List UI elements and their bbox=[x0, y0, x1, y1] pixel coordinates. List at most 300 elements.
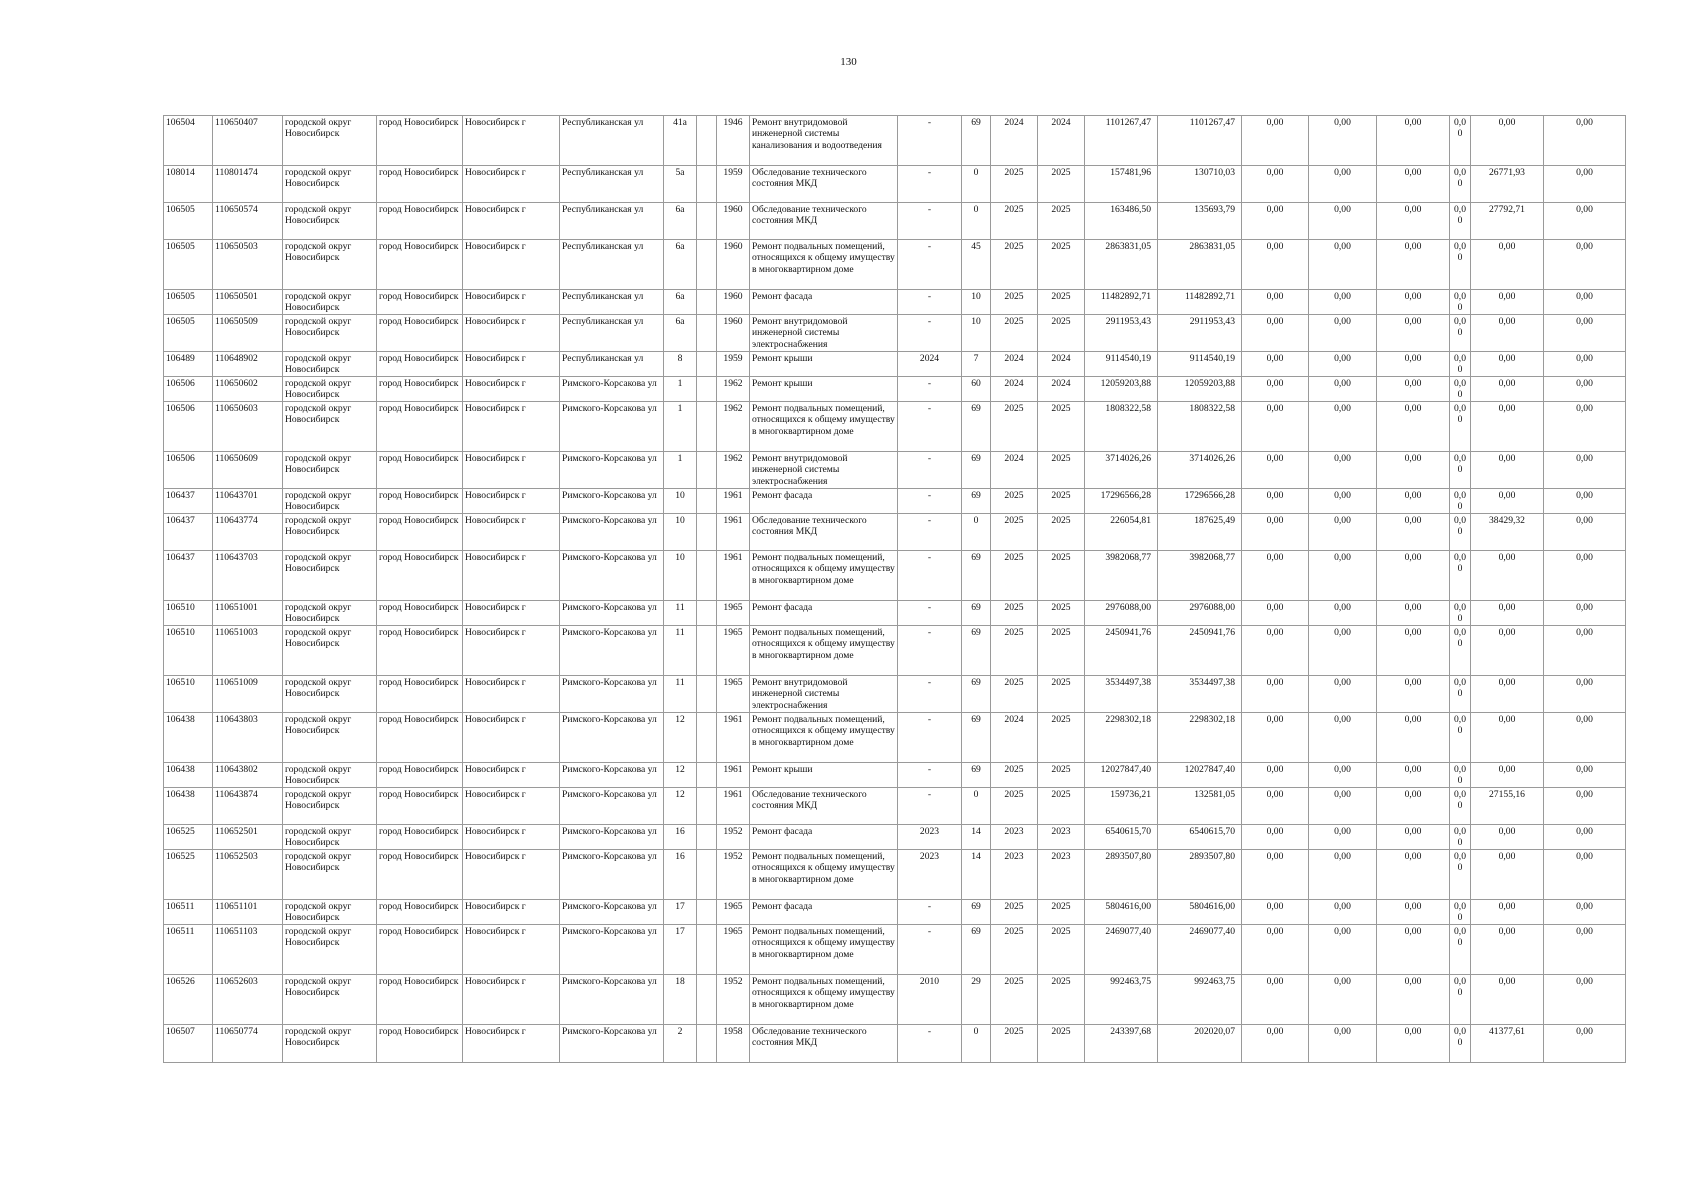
table-row bbox=[164, 900, 1626, 925]
cell-work-type: Ремонт фасада bbox=[750, 825, 898, 850]
cell-prev-repair-year: - bbox=[898, 1025, 962, 1063]
cell-house-number: 5а bbox=[664, 166, 697, 203]
cell-plan-year-end: 2025 bbox=[1038, 203, 1085, 240]
cell-year-built: 1960 bbox=[717, 290, 750, 315]
cell-fund-cost: 2911953,43 bbox=[1158, 315, 1242, 352]
cell-owner-funds: 0,00 bbox=[1471, 290, 1544, 315]
cell-prev-repair-year: - bbox=[898, 900, 962, 925]
cell-work-id: 110650501 bbox=[213, 290, 283, 315]
cell-locality: Новосибирск г bbox=[463, 825, 560, 850]
cell-reg-id: 108014 bbox=[164, 166, 213, 203]
cell-year-built: 1960 bbox=[717, 203, 750, 240]
cell-street: Римского-Корсакова ул bbox=[560, 676, 664, 713]
cell-other-funds: 0,00 bbox=[1450, 825, 1471, 850]
cell-other-funds: 0,00 bbox=[1450, 900, 1471, 925]
cell-prev-repair-year: - bbox=[898, 489, 962, 514]
cell-year-built: 1959 bbox=[717, 166, 750, 203]
cell-total-cost: 163486,50 bbox=[1085, 203, 1158, 240]
cell-total-cost: 3534497,38 bbox=[1085, 676, 1158, 713]
cell-building bbox=[697, 626, 717, 676]
cell-year-built: 1965 bbox=[717, 925, 750, 975]
table-row bbox=[164, 315, 1626, 352]
cell-plan-year-end: 2025 bbox=[1038, 975, 1085, 1025]
cell-plan-year-end: 2023 bbox=[1038, 850, 1085, 900]
cell-total-cost: 992463,75 bbox=[1085, 975, 1158, 1025]
cell-local-funds: 0,00 bbox=[1377, 203, 1450, 240]
cell-plan-year-start: 2025 bbox=[991, 975, 1038, 1025]
cell-work-type: Ремонт подвальных помещений, относящихся к общему имуществу в многоквартирном доме bbox=[750, 925, 898, 975]
table-row bbox=[164, 626, 1626, 676]
cell-other-funds: 0,00 bbox=[1450, 551, 1471, 601]
cell-building bbox=[697, 452, 717, 489]
cell-settlement: город Новосибирск bbox=[377, 315, 463, 352]
cell-fund-cost: 12059203,88 bbox=[1158, 377, 1242, 402]
cell-settlement: город Новосибирск bbox=[377, 601, 463, 626]
cell-street: Республиканская ул bbox=[560, 315, 664, 352]
cell-federal-funds: 0,00 bbox=[1242, 626, 1309, 676]
cell-work-id: 110643803 bbox=[213, 713, 283, 763]
cell-municipal-district: городской округ Новосибирск bbox=[283, 290, 377, 315]
cell-wear-percent: 69 bbox=[962, 626, 991, 676]
cell-regional-funds: 0,00 bbox=[1309, 290, 1377, 315]
cell-settlement: город Новосибирск bbox=[377, 514, 463, 551]
cell-other-funds: 0,00 bbox=[1450, 290, 1471, 315]
cell-plan-year-start: 2025 bbox=[991, 676, 1038, 713]
cell-work-id: 110643802 bbox=[213, 763, 283, 788]
cell-wear-percent: 0 bbox=[962, 788, 991, 825]
cell-municipal-district: городской округ Новосибирск bbox=[283, 514, 377, 551]
cell-wear-percent: 0 bbox=[962, 203, 991, 240]
cell-municipal-district: городской округ Новосибирск bbox=[283, 377, 377, 402]
cell-owner-funds: 0,00 bbox=[1471, 601, 1544, 626]
cell-owner-funds: 0,00 bbox=[1471, 676, 1544, 713]
cell-federal-funds: 0,00 bbox=[1242, 315, 1309, 352]
table-row bbox=[164, 763, 1626, 788]
cell-work-type: Ремонт внутридомовой инженерной системы электроснабжения bbox=[750, 452, 898, 489]
page-number: 130 bbox=[840, 56, 857, 68]
cell-reserve-funds: 0,00 bbox=[1544, 489, 1626, 514]
cell-regional-funds: 0,00 bbox=[1309, 240, 1377, 290]
cell-reg-id: 106511 bbox=[164, 900, 213, 925]
cell-other-funds: 0,00 bbox=[1450, 166, 1471, 203]
cell-local-funds: 0,00 bbox=[1377, 377, 1450, 402]
cell-wear-percent: 69 bbox=[962, 551, 991, 601]
cell-work-id: 110652603 bbox=[213, 975, 283, 1025]
cell-year-built: 1952 bbox=[717, 850, 750, 900]
cell-work-type: Ремонт подвальных помещений, относящихся к общему имуществу в многоквартирном доме bbox=[750, 240, 898, 290]
cell-house-number: 11 bbox=[664, 601, 697, 626]
cell-other-funds: 0,00 bbox=[1450, 377, 1471, 402]
cell-plan-year-end: 2025 bbox=[1038, 315, 1085, 352]
cell-street: Римского-Корсакова ул bbox=[560, 601, 664, 626]
cell-reserve-funds: 0,00 bbox=[1544, 452, 1626, 489]
cell-plan-year-end: 2025 bbox=[1038, 788, 1085, 825]
cell-locality: Новосибирск г bbox=[463, 788, 560, 825]
cell-prev-repair-year: - bbox=[898, 402, 962, 452]
cell-local-funds: 0,00 bbox=[1377, 850, 1450, 900]
cell-municipal-district: городской округ Новосибирск bbox=[283, 166, 377, 203]
cell-regional-funds: 0,00 bbox=[1309, 315, 1377, 352]
table-row bbox=[164, 825, 1626, 850]
cell-regional-funds: 0,00 bbox=[1309, 788, 1377, 825]
cell-building bbox=[697, 925, 717, 975]
cell-reg-id: 106505 bbox=[164, 203, 213, 240]
cell-year-built: 1952 bbox=[717, 825, 750, 850]
cell-reserve-funds: 0,00 bbox=[1544, 116, 1626, 166]
cell-local-funds: 0,00 bbox=[1377, 713, 1450, 763]
cell-building bbox=[697, 352, 717, 377]
cell-work-id: 110650602 bbox=[213, 377, 283, 402]
cell-reg-id: 106526 bbox=[164, 975, 213, 1025]
cell-wear-percent: 14 bbox=[962, 825, 991, 850]
cell-plan-year-start: 2023 bbox=[991, 825, 1038, 850]
cell-work-id: 110650774 bbox=[213, 1025, 283, 1063]
cell-other-funds: 0,00 bbox=[1450, 713, 1471, 763]
cell-work-type: Ремонт подвальных помещений, относящихся к общему имуществу в многоквартирном доме bbox=[750, 551, 898, 601]
cell-building bbox=[697, 825, 717, 850]
cell-prev-repair-year: - bbox=[898, 452, 962, 489]
cell-wear-percent: 29 bbox=[962, 975, 991, 1025]
cell-plan-year-end: 2025 bbox=[1038, 713, 1085, 763]
cell-work-type: Ремонт крыши bbox=[750, 352, 898, 377]
cell-plan-year-end: 2025 bbox=[1038, 452, 1085, 489]
cell-street: Республиканская ул bbox=[560, 203, 664, 240]
cell-federal-funds: 0,00 bbox=[1242, 166, 1309, 203]
cell-settlement: город Новосибирск bbox=[377, 1025, 463, 1063]
cell-plan-year-start: 2025 bbox=[991, 601, 1038, 626]
cell-building bbox=[697, 713, 717, 763]
table-row bbox=[164, 601, 1626, 626]
cell-prev-repair-year: - bbox=[898, 315, 962, 352]
cell-owner-funds: 0,00 bbox=[1471, 551, 1544, 601]
cell-plan-year-start: 2025 bbox=[991, 402, 1038, 452]
cell-plan-year-start: 2024 bbox=[991, 352, 1038, 377]
cell-building bbox=[697, 676, 717, 713]
cell-total-cost: 226054,81 bbox=[1085, 514, 1158, 551]
cell-work-type: Ремонт фасада bbox=[750, 601, 898, 626]
cell-house-number: 6а bbox=[664, 203, 697, 240]
cell-plan-year-start: 2025 bbox=[991, 900, 1038, 925]
cell-locality: Новосибирск г bbox=[463, 116, 560, 166]
cell-locality: Новосибирск г bbox=[463, 601, 560, 626]
cell-reg-id: 106510 bbox=[164, 626, 213, 676]
cell-regional-funds: 0,00 bbox=[1309, 116, 1377, 166]
cell-regional-funds: 0,00 bbox=[1309, 352, 1377, 377]
cell-fund-cost: 2893507,80 bbox=[1158, 850, 1242, 900]
cell-municipal-district: городской округ Новосибирск bbox=[283, 489, 377, 514]
cell-plan-year-start: 2024 bbox=[991, 713, 1038, 763]
cell-other-funds: 0,00 bbox=[1450, 925, 1471, 975]
cell-house-number: 8 bbox=[664, 352, 697, 377]
cell-owner-funds: 41377,61 bbox=[1471, 1025, 1544, 1063]
cell-reserve-funds: 0,00 bbox=[1544, 377, 1626, 402]
cell-locality: Новосибирск г bbox=[463, 850, 560, 900]
cell-plan-year-start: 2024 bbox=[991, 116, 1038, 166]
cell-reserve-funds: 0,00 bbox=[1544, 676, 1626, 713]
cell-prev-repair-year: - bbox=[898, 626, 962, 676]
cell-settlement: город Новосибирск bbox=[377, 900, 463, 925]
cell-building bbox=[697, 514, 717, 551]
cell-other-funds: 0,00 bbox=[1450, 514, 1471, 551]
cell-year-built: 1961 bbox=[717, 551, 750, 601]
cell-total-cost: 2911953,43 bbox=[1085, 315, 1158, 352]
cell-total-cost: 12059203,88 bbox=[1085, 377, 1158, 402]
cell-wear-percent: 14 bbox=[962, 850, 991, 900]
cell-prev-repair-year: 2024 bbox=[898, 352, 962, 377]
cell-prev-repair-year: 2023 bbox=[898, 850, 962, 900]
cell-plan-year-start: 2025 bbox=[991, 1025, 1038, 1063]
cell-house-number: 16 bbox=[664, 850, 697, 900]
cell-prev-repair-year: 2010 bbox=[898, 975, 962, 1025]
cell-settlement: город Новосибирск bbox=[377, 825, 463, 850]
table-row bbox=[164, 203, 1626, 240]
cell-plan-year-end: 2024 bbox=[1038, 352, 1085, 377]
cell-settlement: город Новосибирск bbox=[377, 352, 463, 377]
cell-year-built: 1961 bbox=[717, 489, 750, 514]
cell-work-id: 110643703 bbox=[213, 551, 283, 601]
cell-total-cost: 2450941,76 bbox=[1085, 626, 1158, 676]
cell-plan-year-start: 2025 bbox=[991, 626, 1038, 676]
cell-fund-cost: 2469077,40 bbox=[1158, 925, 1242, 975]
cell-federal-funds: 0,00 bbox=[1242, 352, 1309, 377]
cell-wear-percent: 0 bbox=[962, 1025, 991, 1063]
cell-total-cost: 2976088,00 bbox=[1085, 601, 1158, 626]
cell-settlement: город Новосибирск bbox=[377, 402, 463, 452]
cell-owner-funds: 0,00 bbox=[1471, 825, 1544, 850]
cell-house-number: 1 bbox=[664, 452, 697, 489]
cell-work-type: Обследование технического состояния МКД bbox=[750, 203, 898, 240]
cell-wear-percent: 10 bbox=[962, 290, 991, 315]
cell-house-number: 12 bbox=[664, 713, 697, 763]
cell-street: Римского-Корсакова ул bbox=[560, 900, 664, 925]
cell-regional-funds: 0,00 bbox=[1309, 925, 1377, 975]
cell-street: Римского-Корсакова ул bbox=[560, 377, 664, 402]
cell-work-type: Ремонт фасада bbox=[750, 900, 898, 925]
cell-local-funds: 0,00 bbox=[1377, 352, 1450, 377]
cell-plan-year-end: 2025 bbox=[1038, 601, 1085, 626]
cell-prev-repair-year: - bbox=[898, 240, 962, 290]
cell-street: Римского-Корсакова ул bbox=[560, 489, 664, 514]
cell-owner-funds: 0,00 bbox=[1471, 626, 1544, 676]
cell-plan-year-end: 2025 bbox=[1038, 925, 1085, 975]
cell-reserve-funds: 0,00 bbox=[1544, 514, 1626, 551]
cell-year-built: 1961 bbox=[717, 788, 750, 825]
cell-reserve-funds: 0,00 bbox=[1544, 203, 1626, 240]
cell-work-type: Ремонт подвальных помещений, относящихся к общему имуществу в многоквартирном доме bbox=[750, 975, 898, 1025]
cell-regional-funds: 0,00 bbox=[1309, 713, 1377, 763]
cell-total-cost: 157481,96 bbox=[1085, 166, 1158, 203]
cell-year-built: 1962 bbox=[717, 402, 750, 452]
cell-prev-repair-year: - bbox=[898, 203, 962, 240]
cell-plan-year-end: 2025 bbox=[1038, 1025, 1085, 1063]
cell-reserve-funds: 0,00 bbox=[1544, 352, 1626, 377]
cell-other-funds: 0,00 bbox=[1450, 763, 1471, 788]
cell-wear-percent: 69 bbox=[962, 676, 991, 713]
cell-settlement: город Новосибирск bbox=[377, 116, 463, 166]
cell-plan-year-end: 2024 bbox=[1038, 116, 1085, 166]
cell-work-id: 110650574 bbox=[213, 203, 283, 240]
cell-settlement: город Новосибирск bbox=[377, 240, 463, 290]
cell-federal-funds: 0,00 bbox=[1242, 975, 1309, 1025]
cell-prev-repair-year: - bbox=[898, 713, 962, 763]
cell-other-funds: 0,00 bbox=[1450, 626, 1471, 676]
cell-house-number: 6а bbox=[664, 240, 697, 290]
cell-federal-funds: 0,00 bbox=[1242, 825, 1309, 850]
cell-building bbox=[697, 203, 717, 240]
cell-local-funds: 0,00 bbox=[1377, 116, 1450, 166]
cell-owner-funds: 0,00 bbox=[1471, 850, 1544, 900]
cell-municipal-district: городской округ Новосибирск bbox=[283, 676, 377, 713]
cell-reserve-funds: 0,00 bbox=[1544, 290, 1626, 315]
cell-work-id: 110643701 bbox=[213, 489, 283, 514]
table-row bbox=[164, 975, 1626, 1025]
cell-other-funds: 0,00 bbox=[1450, 489, 1471, 514]
cell-prev-repair-year: - bbox=[898, 377, 962, 402]
table-row bbox=[164, 850, 1626, 900]
cell-reserve-funds: 0,00 bbox=[1544, 551, 1626, 601]
cell-settlement: город Новосибирск bbox=[377, 166, 463, 203]
cell-locality: Новосибирск г bbox=[463, 925, 560, 975]
cell-reg-id: 106437 bbox=[164, 551, 213, 601]
cell-year-built: 1965 bbox=[717, 676, 750, 713]
cell-year-built: 1961 bbox=[717, 763, 750, 788]
cell-other-funds: 0,00 bbox=[1450, 1025, 1471, 1063]
cell-total-cost: 2469077,40 bbox=[1085, 925, 1158, 975]
cell-reserve-funds: 0,00 bbox=[1544, 713, 1626, 763]
cell-owner-funds: 0,00 bbox=[1471, 402, 1544, 452]
cell-municipal-district: городской округ Новосибирск bbox=[283, 551, 377, 601]
cell-wear-percent: 69 bbox=[962, 452, 991, 489]
cell-prev-repair-year: 2023 bbox=[898, 825, 962, 850]
cell-locality: Новосибирск г bbox=[463, 900, 560, 925]
cell-local-funds: 0,00 bbox=[1377, 315, 1450, 352]
cell-work-id: 110650407 bbox=[213, 116, 283, 166]
cell-work-id: 110652501 bbox=[213, 825, 283, 850]
cell-settlement: город Новосибирск bbox=[377, 925, 463, 975]
cell-house-number: 11 bbox=[664, 676, 697, 713]
cell-house-number: 10 bbox=[664, 551, 697, 601]
cell-building bbox=[697, 116, 717, 166]
cell-house-number: 2 bbox=[664, 1025, 697, 1063]
cell-wear-percent: 0 bbox=[962, 514, 991, 551]
cell-house-number: 17 bbox=[664, 925, 697, 975]
cell-reserve-funds: 0,00 bbox=[1544, 315, 1626, 352]
cell-building bbox=[697, 166, 717, 203]
cell-wear-percent: 69 bbox=[962, 116, 991, 166]
cell-federal-funds: 0,00 bbox=[1242, 116, 1309, 166]
cell-regional-funds: 0,00 bbox=[1309, 1025, 1377, 1063]
cell-locality: Новосибирск г bbox=[463, 676, 560, 713]
cell-owner-funds: 0,00 bbox=[1471, 352, 1544, 377]
cell-regional-funds: 0,00 bbox=[1309, 514, 1377, 551]
cell-local-funds: 0,00 bbox=[1377, 975, 1450, 1025]
cell-year-built: 1952 bbox=[717, 975, 750, 1025]
cell-other-funds: 0,00 bbox=[1450, 850, 1471, 900]
cell-total-cost: 5804616,00 bbox=[1085, 900, 1158, 925]
cell-house-number: 17 bbox=[664, 900, 697, 925]
cell-building bbox=[697, 377, 717, 402]
cell-work-type: Ремонт внутридомовой инженерной системы электроснабжения bbox=[750, 315, 898, 352]
cell-wear-percent: 69 bbox=[962, 402, 991, 452]
cell-total-cost: 1808322,58 bbox=[1085, 402, 1158, 452]
cell-local-funds: 0,00 bbox=[1377, 900, 1450, 925]
cell-municipal-district: городской округ Новосибирск bbox=[283, 116, 377, 166]
cell-plan-year-end: 2025 bbox=[1038, 676, 1085, 713]
cell-regional-funds: 0,00 bbox=[1309, 763, 1377, 788]
cell-reg-id: 106505 bbox=[164, 290, 213, 315]
cell-local-funds: 0,00 bbox=[1377, 676, 1450, 713]
cell-local-funds: 0,00 bbox=[1377, 925, 1450, 975]
cell-owner-funds: 0,00 bbox=[1471, 377, 1544, 402]
cell-street: Римского-Корсакова ул bbox=[560, 825, 664, 850]
cell-house-number: 10 bbox=[664, 489, 697, 514]
cell-street: Республиканская ул bbox=[560, 290, 664, 315]
cell-building bbox=[697, 240, 717, 290]
cell-fund-cost: 2298302,18 bbox=[1158, 713, 1242, 763]
cell-federal-funds: 0,00 bbox=[1242, 925, 1309, 975]
cell-plan-year-start: 2025 bbox=[991, 240, 1038, 290]
cell-house-number: 1 bbox=[664, 402, 697, 452]
cell-work-type: Ремонт подвальных помещений, относящихся к общему имуществу в многоквартирном доме bbox=[750, 713, 898, 763]
cell-settlement: город Новосибирск bbox=[377, 452, 463, 489]
cell-settlement: город Новосибирск bbox=[377, 489, 463, 514]
cell-municipal-district: городской округ Новосибирск bbox=[283, 925, 377, 975]
cell-federal-funds: 0,00 bbox=[1242, 763, 1309, 788]
cell-plan-year-end: 2023 bbox=[1038, 825, 1085, 850]
cell-owner-funds: 38429,32 bbox=[1471, 514, 1544, 551]
cell-work-type: Ремонт подвальных помещений, относящихся к общему имуществу в многоквартирном доме bbox=[750, 626, 898, 676]
cell-work-id: 110643774 bbox=[213, 514, 283, 551]
cell-street: Республиканская ул bbox=[560, 166, 664, 203]
cell-regional-funds: 0,00 bbox=[1309, 402, 1377, 452]
cell-prev-repair-year: - bbox=[898, 116, 962, 166]
cell-other-funds: 0,00 bbox=[1450, 203, 1471, 240]
cell-work-type: Ремонт внутридомовой инженерной системы канализования и водоотведения bbox=[750, 116, 898, 166]
cell-reg-id: 106438 bbox=[164, 788, 213, 825]
cell-total-cost: 159736,21 bbox=[1085, 788, 1158, 825]
cell-house-number: 1 bbox=[664, 377, 697, 402]
cell-other-funds: 0,00 bbox=[1450, 676, 1471, 713]
table-row bbox=[164, 489, 1626, 514]
cell-building bbox=[697, 601, 717, 626]
cell-reg-id: 106437 bbox=[164, 489, 213, 514]
cell-regional-funds: 0,00 bbox=[1309, 377, 1377, 402]
cell-municipal-district: городской округ Новосибирск bbox=[283, 763, 377, 788]
cell-locality: Новосибирск г bbox=[463, 240, 560, 290]
cell-year-built: 1958 bbox=[717, 1025, 750, 1063]
cell-total-cost: 17296566,28 bbox=[1085, 489, 1158, 514]
cell-locality: Новосибирск г bbox=[463, 166, 560, 203]
cell-fund-cost: 11482892,71 bbox=[1158, 290, 1242, 315]
cell-work-type: Обследование технического состояния МКД bbox=[750, 1025, 898, 1063]
cell-house-number: 6а bbox=[664, 290, 697, 315]
cell-work-id: 110651003 bbox=[213, 626, 283, 676]
cell-federal-funds: 0,00 bbox=[1242, 551, 1309, 601]
cell-owner-funds: 0,00 bbox=[1471, 315, 1544, 352]
cell-street: Республиканская ул bbox=[560, 240, 664, 290]
cell-building bbox=[697, 290, 717, 315]
cell-reg-id: 106505 bbox=[164, 315, 213, 352]
cell-building bbox=[697, 402, 717, 452]
cell-plan-year-start: 2025 bbox=[991, 315, 1038, 352]
cell-work-id: 110650603 bbox=[213, 402, 283, 452]
cell-work-id: 110648902 bbox=[213, 352, 283, 377]
cell-municipal-district: городской округ Новосибирск bbox=[283, 1025, 377, 1063]
cell-municipal-district: городской округ Новосибирск bbox=[283, 240, 377, 290]
cell-other-funds: 0,00 bbox=[1450, 315, 1471, 352]
cell-other-funds: 0,00 bbox=[1450, 240, 1471, 290]
cell-year-built: 1960 bbox=[717, 240, 750, 290]
